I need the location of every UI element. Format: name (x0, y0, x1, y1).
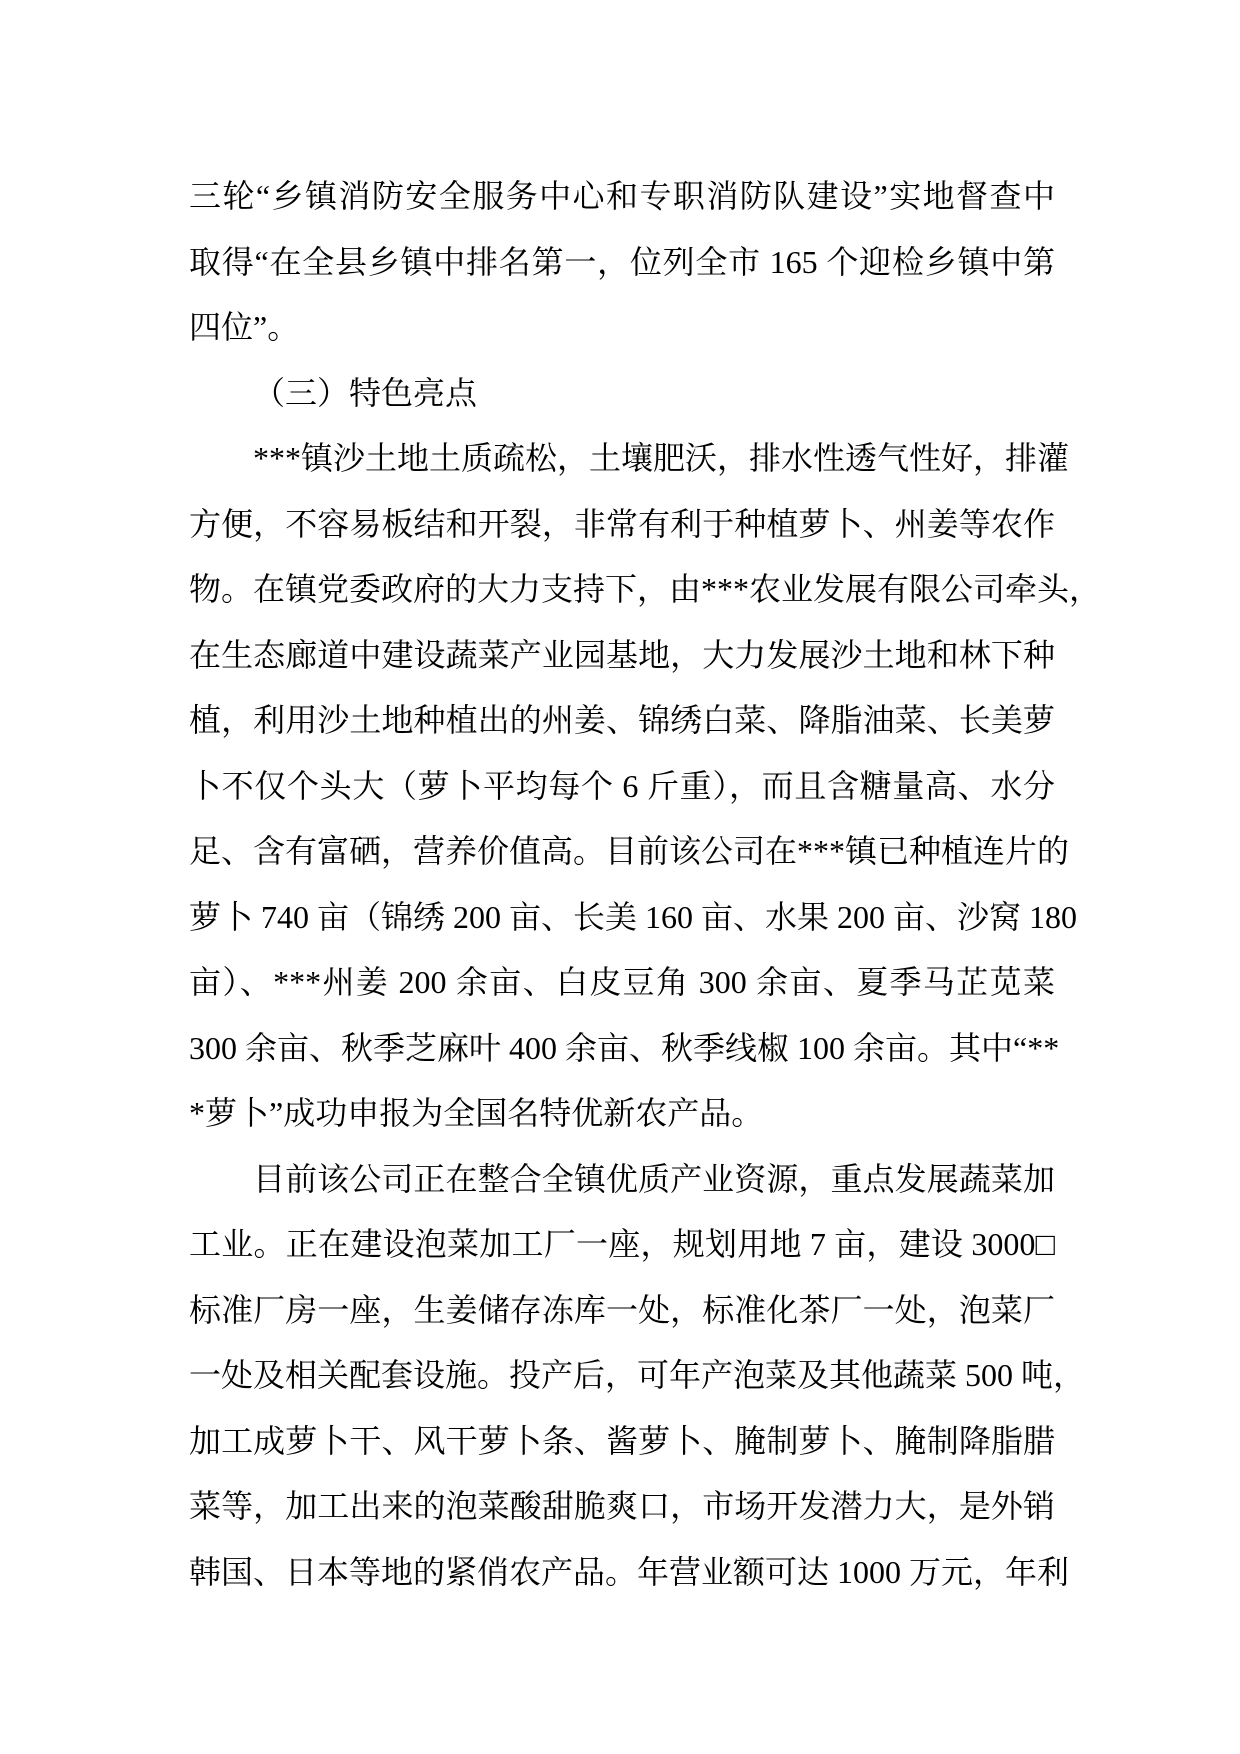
paragraph (189, 426, 1102, 1147)
text-line: 目前该公司正在整合全镇优质产业资源，重点发展蔬菜加 (253, 1160, 1055, 1197)
text-line: 取得“在全县乡镇中排名第一，位列全市 165 个迎检乡镇中第 (189, 243, 1055, 280)
text-line: ***镇沙土地土质疏松，土壤肥沃，排水性透气性好，排灌 (253, 440, 1070, 476)
text-line: 物。在镇党委政府的大力支持下，由***农业发展有限公司牵头， (189, 571, 1102, 607)
text-line: 标准厂房一座，生姜储存冻库一处，标准化茶厂一处，泡菜厂 (189, 1291, 1055, 1328)
text-line: 方便，不容易板结和开裂，非常有利于种植萝卜、州姜等农作 (189, 505, 1055, 542)
section-heading: （三）特色亮点 (253, 374, 478, 411)
text-line: 加工成萝卜干、风干萝卜条、酱萝卜、腌制萝卜、腌制降脂腊 (189, 1422, 1055, 1459)
text-line: 菜等，加工出来的泡菜酸甜脆爽口，市场开发潜力大，是外销 (189, 1488, 1055, 1524)
text-line: 植，利用沙土地种植出的州姜、锦绣白菜、降脂油菜、长美萝 (189, 702, 1055, 738)
document-body (189, 164, 1102, 1605)
text-line: 在生态廊道中建设蔬菜产业园基地，大力发展沙土地和林下种 (189, 636, 1055, 673)
continued-paragraph (189, 164, 1055, 361)
text-line: *萝卜”成功申报为全国名特优新农产品。 (189, 1095, 764, 1131)
text-line: 300 余亩、秋季芝麻叶 400 余亩、秋季线椒 100 余亩。其中“** (189, 1029, 1060, 1066)
text-line: 工业。正在建设泡菜加工厂一座，规划用地 7 亩，建设 3000□ (189, 1226, 1055, 1262)
text-line: 亩）、***州姜 200 余亩、白皮豆角 300 余亩、夏季马芷苋菜 (189, 964, 1055, 1000)
text-line: 足、含有富硒，营养价值高。目前该公司在***镇已种植连片的 (189, 833, 1070, 869)
text-line: 卜不仅个头大（萝卜平均每个 6 斤重），而且含糖量高、水分 (189, 767, 1055, 804)
text-line: 韩国、日本等地的紧俏农产品。年营业额可达 1000 万元，年利 (189, 1553, 1070, 1590)
text-line: 一处及相关配套设施。投产后，可年产泡菜及其他蔬菜 500 吨， (189, 1357, 1086, 1393)
paragraph (189, 1147, 1086, 1606)
text-line: 萝卜 740 亩（锦绣 200 亩、长美 160 亩、水果 200 亩、沙窝 180 (189, 898, 1078, 935)
text-line: 三轮“乡镇消防安全服务中心和专职消防队建设”实地督查中 (189, 178, 1055, 214)
text-line: 四位”。 (189, 309, 300, 345)
